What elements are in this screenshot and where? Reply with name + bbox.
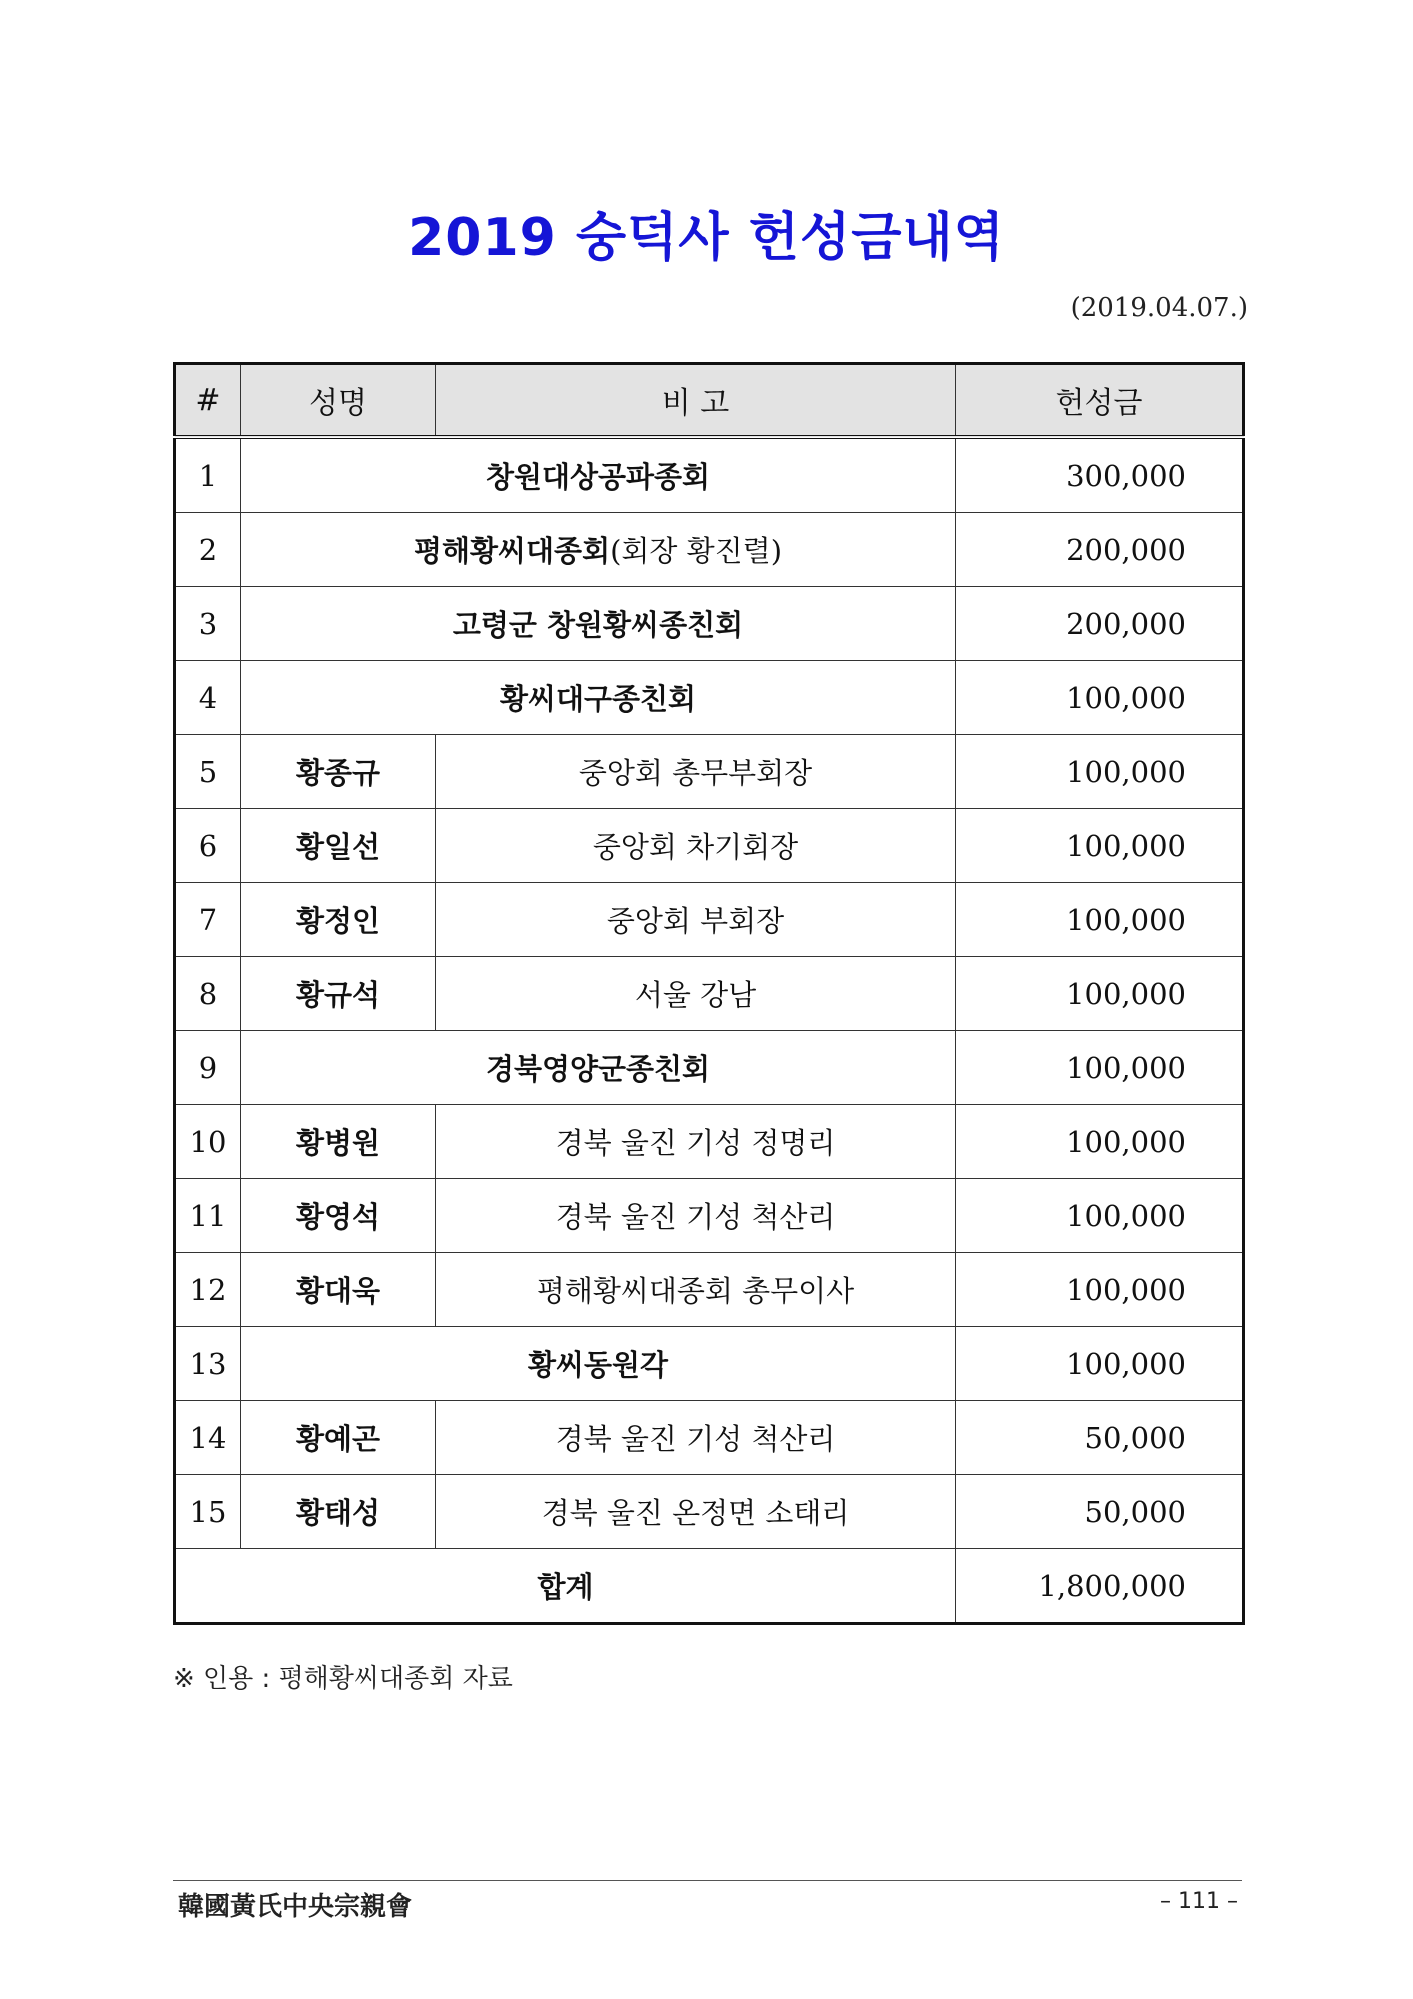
donation-amount: 100,000 [956, 1253, 1244, 1327]
row-number: 7 [175, 883, 241, 957]
donor-remark: 중앙회 차기회장 [436, 809, 956, 883]
table-row [175, 1031, 1244, 1105]
footer-organization: 韓國黃氏中央宗親會 [178, 1892, 413, 1922]
row-number: 9 [175, 1031, 241, 1105]
total-amount: 1,800,000 [956, 1549, 1244, 1624]
donation-table [173, 362, 1245, 1625]
header-number: # [175, 364, 241, 438]
organization-name: 황씨대구종친회 [499, 682, 697, 716]
donor-remark: 평해황씨대종회 총무이사 [436, 1253, 956, 1327]
document-date: (2019.04.07.) [1070, 293, 1248, 323]
donation-amount: 200,000 [956, 513, 1244, 587]
organization-cell [241, 587, 956, 661]
donation-amount: 100,000 [956, 883, 1244, 957]
table-header-row [175, 364, 1244, 438]
donor-remark: 경북 울진 온정면 소태리 [436, 1475, 956, 1549]
row-number: 14 [175, 1401, 241, 1475]
header-amount: 헌성금 [956, 364, 1244, 438]
table-row [175, 735, 1244, 809]
donor-name: 황대욱 [241, 1253, 436, 1327]
donation-amount: 50,000 [956, 1475, 1244, 1549]
organization-cell [241, 661, 956, 735]
header-name: 성명 [241, 364, 436, 438]
row-number: 4 [175, 661, 241, 735]
organization-note: (회장 황진렬) [610, 534, 783, 568]
page-number: – 111 – [1160, 1889, 1238, 1914]
row-number: 15 [175, 1475, 241, 1549]
table-row [175, 587, 1244, 661]
table-row [175, 1327, 1244, 1401]
row-number: 12 [175, 1253, 241, 1327]
donor-remark: 경북 울진 기성 척산리 [436, 1401, 956, 1475]
donor-name: 황규석 [241, 957, 436, 1031]
donation-amount: 100,000 [956, 1327, 1244, 1401]
donation-amount: 100,000 [956, 661, 1244, 735]
donation-amount: 300,000 [956, 437, 1244, 513]
table-row [175, 437, 1244, 513]
donor-remark: 중앙회 총무부회장 [436, 735, 956, 809]
table-row [175, 1105, 1244, 1179]
organization-name: 평해황씨대종회 [413, 534, 611, 568]
donor-remark: 중앙회 부회장 [436, 883, 956, 957]
row-number: 5 [175, 735, 241, 809]
header-remark: 비 고 [436, 364, 956, 438]
donation-amount: 100,000 [956, 957, 1244, 1031]
organization-cell [241, 437, 956, 513]
row-number: 2 [175, 513, 241, 587]
footer-divider [173, 1880, 1242, 1881]
donor-remark: 경북 울진 기성 정명리 [436, 1105, 956, 1179]
donor-remark: 경북 울진 기성 척산리 [436, 1179, 956, 1253]
row-number: 6 [175, 809, 241, 883]
table-row [175, 513, 1244, 587]
organization-name: 경북영양군종친회 [485, 1052, 711, 1086]
donation-amount: 200,000 [956, 587, 1244, 661]
donation-amount: 100,000 [956, 1031, 1244, 1105]
row-number: 1 [175, 437, 241, 513]
organization-cell [241, 513, 956, 587]
total-label: 합계 [175, 1549, 956, 1624]
organization-name: 창원대상공파종회 [485, 460, 711, 494]
organization-name: 고령군 창원황씨종친회 [452, 608, 744, 642]
donation-amount: 100,000 [956, 735, 1244, 809]
table-row [175, 1253, 1244, 1327]
organization-cell [241, 1031, 956, 1105]
organization-name: 황씨동원각 [527, 1348, 669, 1382]
donation-amount: 50,000 [956, 1401, 1244, 1475]
donor-name: 황일선 [241, 809, 436, 883]
donation-amount: 100,000 [956, 809, 1244, 883]
total-row [175, 1549, 1244, 1624]
table-row [175, 1475, 1244, 1549]
donor-name: 황종규 [241, 735, 436, 809]
table-row [175, 883, 1244, 957]
table-body [175, 437, 1244, 1624]
donor-name: 황병원 [241, 1105, 436, 1179]
donor-remark: 서울 강남 [436, 957, 956, 1031]
donation-amount: 100,000 [956, 1179, 1244, 1253]
organization-cell [241, 1327, 956, 1401]
table-row [175, 1401, 1244, 1475]
donor-name: 황태성 [241, 1475, 436, 1549]
table-row [175, 661, 1244, 735]
row-number: 3 [175, 587, 241, 661]
row-number: 13 [175, 1327, 241, 1401]
row-number: 8 [175, 957, 241, 1031]
table-row [175, 809, 1244, 883]
donor-name: 황예곤 [241, 1401, 436, 1475]
page-title: 2019 숭덕사 헌성금내역 [408, 208, 1005, 268]
row-number: 10 [175, 1105, 241, 1179]
donor-name: 황영석 [241, 1179, 436, 1253]
table-row [175, 957, 1244, 1031]
donation-amount: 100,000 [956, 1105, 1244, 1179]
source-note: ※ 인용 : 평해황씨대종회 자료 [173, 1664, 513, 1694]
donor-name: 황정인 [241, 883, 436, 957]
row-number: 11 [175, 1179, 241, 1253]
table-row [175, 1179, 1244, 1253]
